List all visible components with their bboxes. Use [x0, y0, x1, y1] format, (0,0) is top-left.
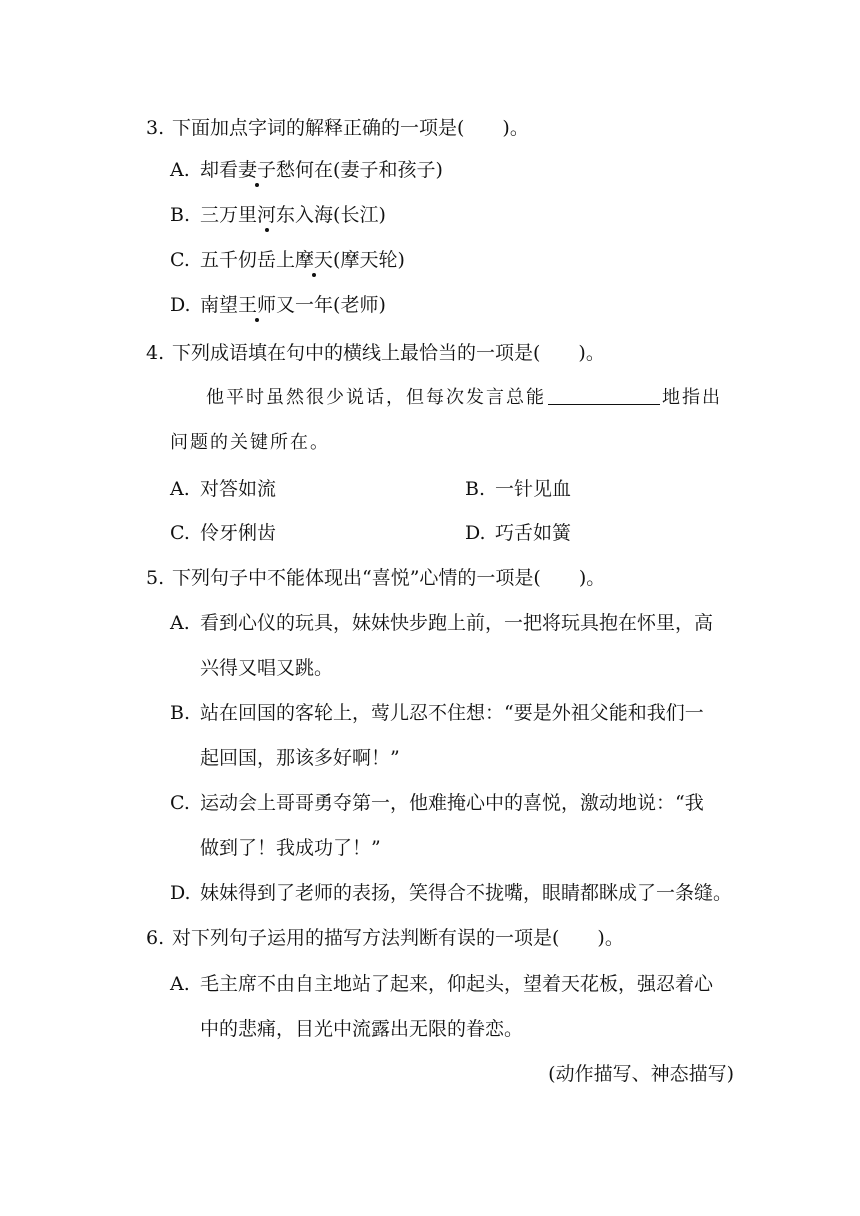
option-text-pre: 南望	[200, 294, 239, 316]
q4-option-c	[170, 520, 276, 546]
q5-option-a	[170, 610, 713, 636]
option-label: B.	[170, 702, 191, 724]
question-text: 下列成语填在句中的横线上最恰当的一项是( )。	[172, 342, 605, 364]
fill-blank	[548, 386, 660, 405]
q4-sentence-line1	[206, 385, 722, 411]
option-label: D.	[465, 522, 486, 544]
q3-option-b	[170, 202, 386, 228]
option-text: 对答如流	[200, 478, 277, 500]
dotted-word: 王师	[238, 294, 277, 316]
question-4-stem	[146, 340, 605, 366]
option-label: C.	[170, 249, 190, 271]
question-text: 下列句子中不能体现出“喜悦”心情的一项是( )。	[172, 567, 606, 589]
q6-option-a-note: (动作描写、神态描写)	[548, 1063, 734, 1085]
q4-option-a	[170, 476, 276, 502]
option-label: B.	[170, 204, 191, 226]
option-text: 毛主席不由自主地站了起来，仰起头，望着天花板，强忍着心	[200, 973, 714, 995]
option-label: C.	[170, 522, 190, 544]
question-6-stem	[146, 925, 624, 951]
option-label: D.	[170, 882, 191, 904]
option-text-post: (摩天轮)	[333, 249, 405, 271]
option-text-post: 又一年(老师)	[276, 294, 386, 316]
option-text-pre: 三万里	[200, 204, 258, 226]
option-text: 伶牙俐齿	[200, 522, 277, 544]
q5-option-c-continued: 做到了！我成功了！”	[200, 837, 381, 859]
dotted-word: 摩天	[295, 249, 334, 271]
q6-option-a-continued: 中的悲痛，目光中流露出无限的眷恋。	[200, 1018, 524, 1040]
option-label: A.	[170, 612, 190, 634]
option-text: 一针见血	[495, 478, 572, 500]
question-number: 6.	[146, 927, 165, 949]
q3-option-a	[170, 157, 443, 183]
q3-option-c	[170, 247, 405, 273]
q5-option-b	[170, 700, 704, 726]
option-label: A.	[170, 478, 190, 500]
option-text-post: 愁何在(妻子和孩子)	[276, 159, 443, 181]
option-text-post: 东入海(长江)	[276, 204, 386, 226]
q5-option-a-continued: 兴得又唱又跳。	[200, 657, 334, 679]
option-label: C.	[170, 792, 190, 814]
q4-sentence-line2: 问题的关键所在。	[170, 432, 330, 453]
option-label: A.	[170, 159, 190, 181]
q5-option-d	[170, 880, 732, 906]
question-3-stem	[146, 115, 529, 141]
option-text: 运动会上哥哥勇夺第一，他难掩心中的喜悦，激动地说：“我	[200, 792, 704, 814]
dotted-word: 河	[257, 204, 277, 226]
option-text-pre: 五千仞岳上	[200, 249, 296, 271]
option-text-pre: 却看	[200, 159, 239, 181]
q3-option-d	[170, 292, 386, 318]
q4-option-d	[465, 520, 571, 546]
q4-option-b	[465, 476, 571, 502]
dotted-word: 妻子	[238, 159, 277, 181]
option-text: 站在回国的客轮上，莺儿忍不住想：“要是外祖父能和我们一	[200, 702, 704, 724]
sentence-text: 地指出	[662, 387, 722, 408]
q5-option-c	[170, 790, 704, 816]
option-label: B.	[465, 478, 486, 500]
question-text: 下面加点字词的解释正确的一项是( )。	[172, 117, 529, 139]
q6-option-a	[170, 971, 713, 997]
option-text: 看到心仪的玩具，妹妹快步跑上前，一把将玩具抱在怀里，高	[200, 612, 714, 634]
q5-option-b-continued: 起回国，那该多好啊！”	[200, 747, 400, 769]
question-text: 对下列句子运用的描写方法判断有误的一项是( )。	[172, 927, 624, 949]
option-text: 妹妹得到了老师的表扬，笑得合不拢嘴，眼睛都眯成了一条缝。	[200, 882, 733, 904]
question-5-stem	[146, 565, 605, 591]
question-number: 3.	[146, 117, 165, 139]
option-label: A.	[170, 973, 190, 995]
question-number: 4.	[146, 342, 165, 364]
sentence-text: 他平时虽然很少说话，但每次发言总能	[206, 387, 546, 408]
option-label: D.	[170, 294, 191, 316]
option-text: 巧舌如簧	[495, 522, 572, 544]
question-number: 5.	[146, 567, 165, 589]
